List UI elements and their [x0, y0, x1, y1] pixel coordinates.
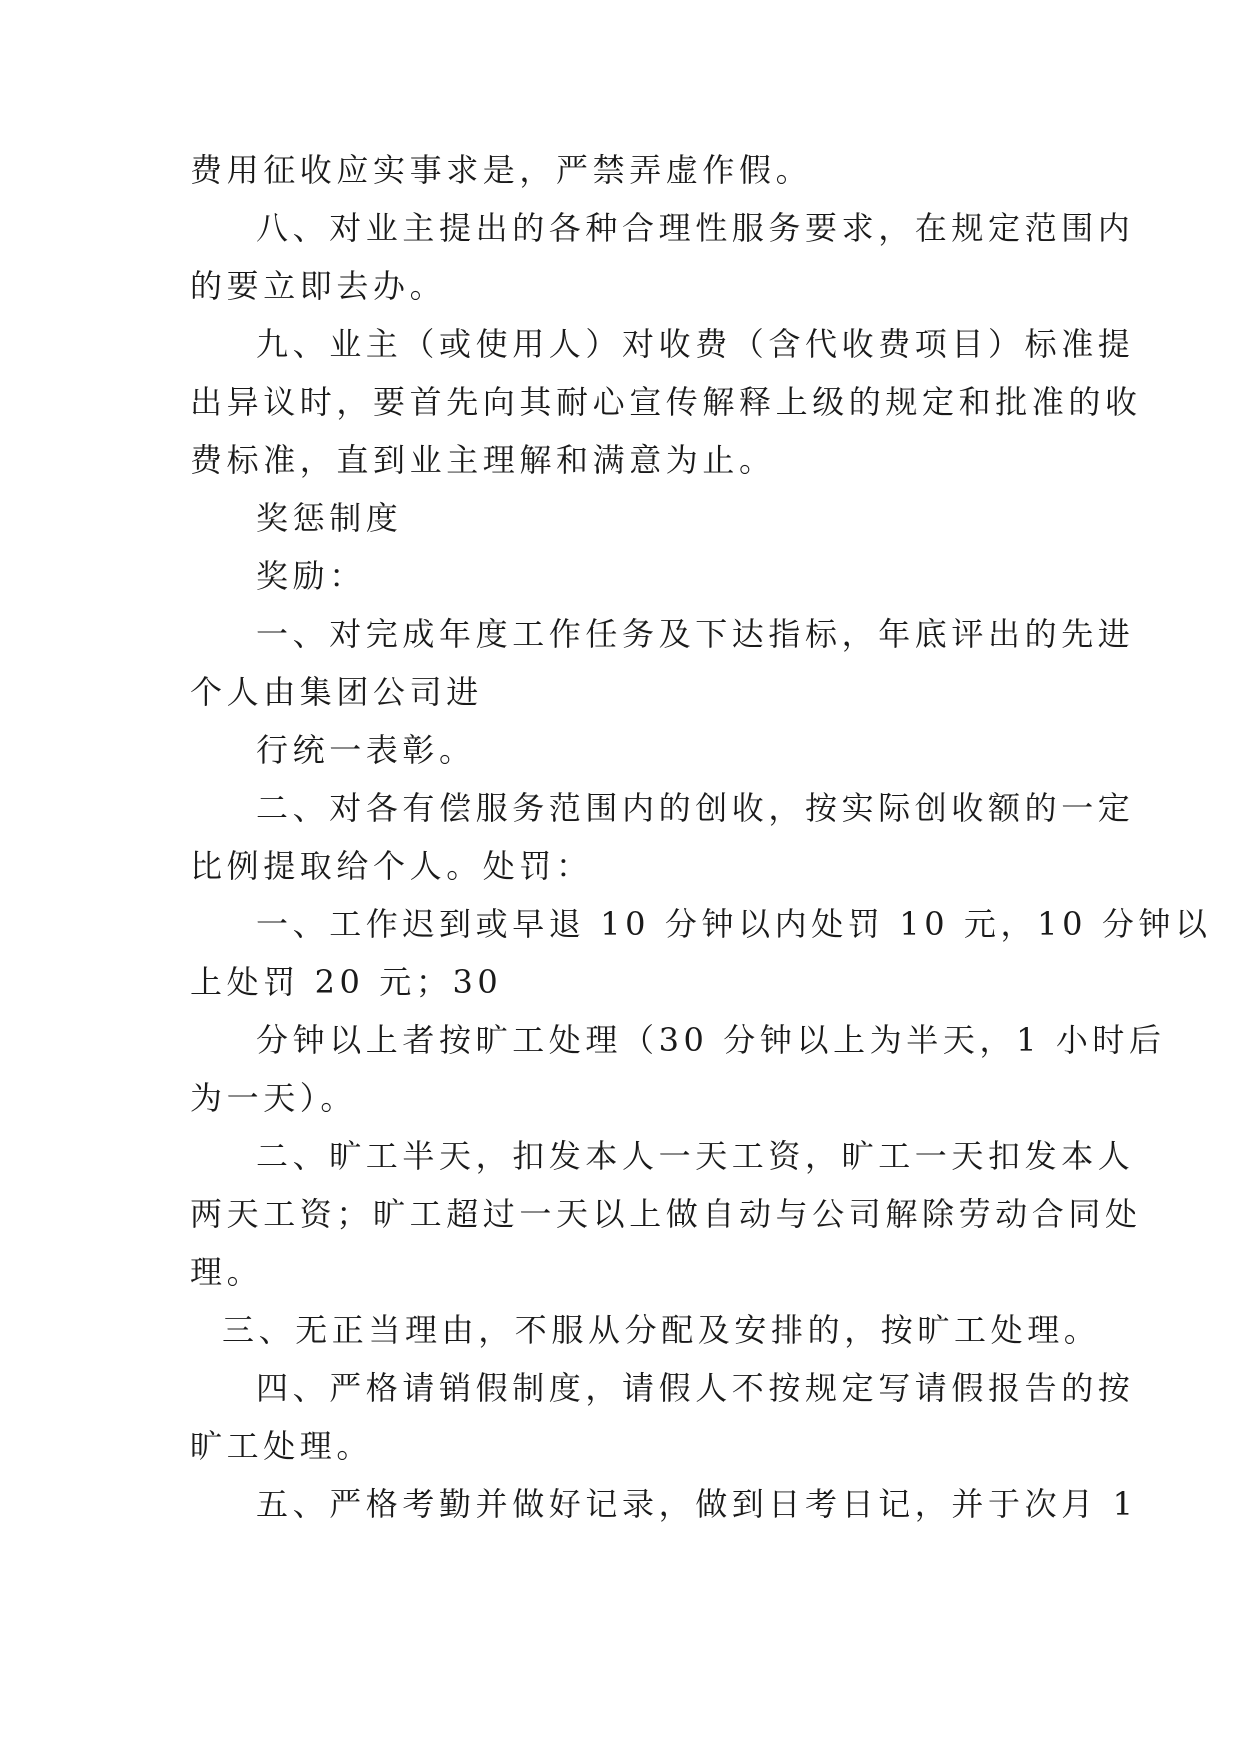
text-line: 分钟以上者按旷工处理（30 分钟以上为半天，1 小时后 [256, 1021, 1166, 1059]
text-line: 二、旷工半天，扣发本人一天工资，旷工一天扣发本人 [256, 1137, 1135, 1175]
text-line: 两天工资；旷工超过一天以上做自动与公司解除劳动合同处 [190, 1195, 1142, 1233]
text-line: 三、无正当理由，不服从分配及安排的，按旷工处理。 [222, 1311, 1101, 1349]
text-line: 四、严格请销假制度，请假人不按规定写请假报告的按 [256, 1369, 1135, 1407]
text-line: 一、工作迟到或早退 10 分钟以内处罚 10 元，10 分钟以 [256, 905, 1212, 943]
text-line: 为一天）。 [190, 1079, 358, 1117]
text-line: 行统一表彰。 [256, 731, 476, 769]
text-line: 的要立即去办。 [190, 267, 447, 305]
section-heading: 奖惩制度 [256, 499, 403, 537]
text-line: 八、对业主提出的各种合理性服务要求，在规定范围内 [256, 209, 1135, 247]
text-line: 一、对完成年度工作任务及下达指标，年底评出的先进 [256, 615, 1135, 653]
text-line: 比例提取给个人。处罚： [190, 847, 593, 885]
text-line: 费用征收应实事求是，严禁弄虚作假。 [190, 151, 813, 189]
text-line: 费标准，直到业主理解和满意为止。 [190, 441, 776, 479]
text-line: 理。 [190, 1253, 264, 1291]
text-line: 二、对各有偿服务范围内的创收，按实际创收额的一定 [256, 789, 1135, 827]
text-line: 出异议时，要首先向其耐心宣传解释上级的规定和批准的收 [190, 383, 1142, 421]
text-line: 五、严格考勤并做好记录，做到日考日记，并于次月 1 [256, 1485, 1138, 1523]
text-line: 九、业主（或使用人）对收费（含代收费项目）标准提 [256, 325, 1135, 363]
text-line: 旷工处理。 [190, 1427, 374, 1465]
text-line: 个人由集团公司进 [190, 673, 483, 711]
text-line: 上处罚 20 元；30 [190, 963, 503, 1001]
subsection-heading: 奖励： [256, 557, 366, 595]
